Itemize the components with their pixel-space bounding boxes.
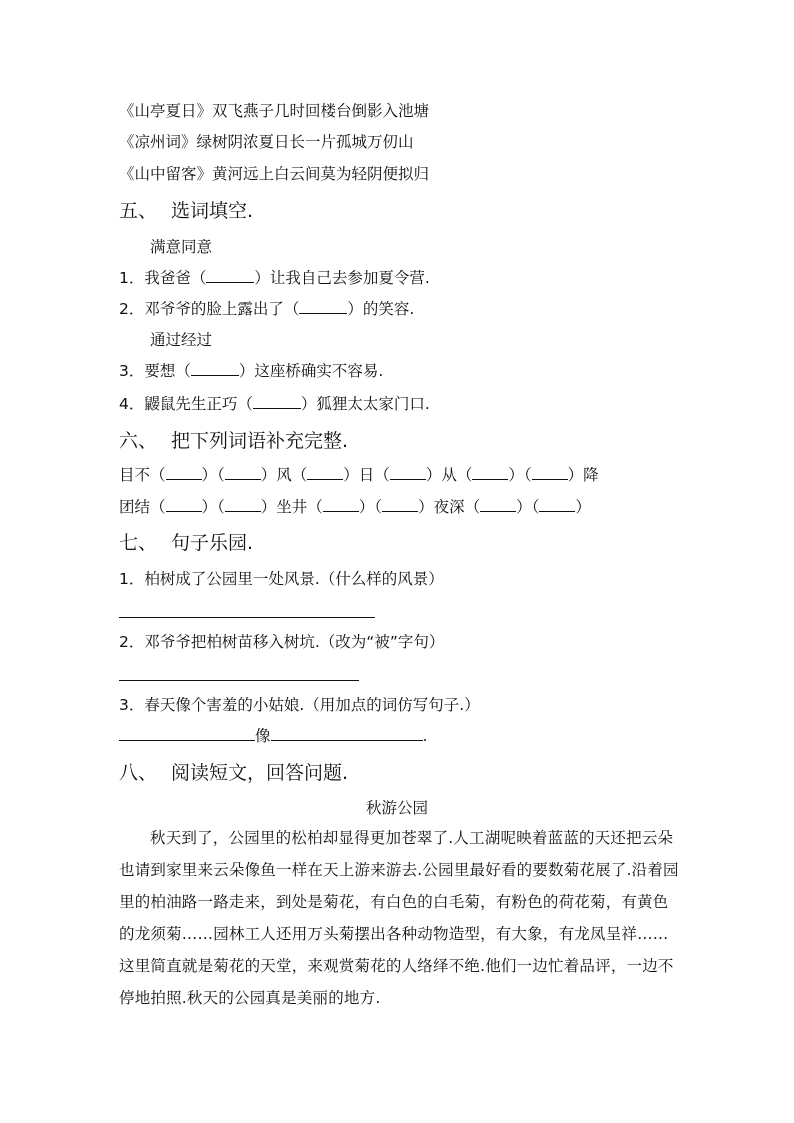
sentence-task-3: 3．春天像个害羞的小姑娘.（用加点的词仿写句子.） [119,696,480,714]
answer-blank[interactable] [299,299,347,314]
q3-prefix: 3．要想（ [119,362,191,380]
section-6-title: 把下列词语补充完整. [171,430,349,452]
idiom-text: 目不（ [119,466,166,484]
section-5-heading [119,198,253,224]
answer-blank[interactable] [382,497,418,512]
idiom-text: ）（ [201,498,225,516]
section-7-number: 七、 [119,532,158,554]
idiom-text: ）日（ [343,466,390,484]
answer-blank[interactable] [253,394,301,409]
idiom-text: ）（ [358,498,383,516]
idiom-text: ）降 [567,466,599,484]
idiom-text: ） [575,498,591,516]
answer-blank[interactable] [323,497,359,512]
answer-blank[interactable] [532,465,568,480]
idiom-text: ）（ [508,466,532,484]
answer-blank[interactable] [225,497,261,512]
q4-suffix: ）狐狸太太家门口. [300,395,430,413]
question-5-2 [119,299,414,319]
answer-blank[interactable] [472,465,508,480]
q4-prefix: 4．鼹鼠先生正巧（ [119,395,253,413]
answer-blank[interactable] [390,465,426,480]
answer-line-1[interactable] [119,617,375,618]
answer-blank[interactable] [206,268,254,283]
question-5-1 [119,268,430,288]
answer-line-2[interactable] [119,680,359,681]
answer-blank[interactable] [271,726,423,741]
idiom-row-2 [119,497,591,517]
q3-suffix: ）这座桥确实不容易. [238,362,384,380]
answer-blank[interactable] [166,497,202,512]
section-8-number: 八、 [119,762,158,784]
q2-prefix: 2．邓爷爷的脸上露出了（ [119,300,300,318]
idiom-row-1 [119,465,599,485]
section-8-heading [119,760,348,786]
idiom-text: ）（ [201,466,225,484]
answer-blank[interactable] [166,465,202,480]
imitation-word: 像 [255,727,271,745]
reading-passage: 秋天到了，公园里的松柏却显得更加苍翠了.人工湖呢映着蓝蓝的天还把云朵也请到家里来云朵像鱼一样在天上游来游去.公园里最好看的要数菊花展了.沿着园里的柏油路一路走来，到处是菊花，有白色的白毛菊，有粉色的荷花菊，有黄色的龙须菊……园林工人还用万头菊摆出各种动物造型，有大象，有龙凤呈祥……这里简直就是菊花的天堂，来观赏菊花的人络绎不绝.他们一边忙着品评，一边不停地拍照.秋天的公园真是美丽的地方. [119,829,679,1007]
q1-prefix: 1．我爸爸（ [119,269,207,287]
sentence-task-2: 2．邓爷爷把柏树苗移入树坑.（改为“被”字句） [119,633,445,651]
q1-suffix: ）让我自己去参加夏令营. [254,269,430,287]
idiom-text: ）风（ [260,466,308,484]
sentence-task-1: 1．柏树成了公园里一处风景.（什么样的风景） [119,570,444,588]
section-6-heading [119,428,348,454]
poem-line-2: 《凉州词》绿树阴浓夏日长一片孤城万仞山 [119,133,414,151]
question-5-3 [119,361,383,381]
idiom-text: 团结（ [119,498,166,516]
answer-blank[interactable] [480,497,516,512]
idiom-text: ）（ [516,498,540,516]
passage-title: 秋游公园 [365,799,428,817]
answer-blank[interactable] [539,497,575,512]
section-6-number: 六、 [119,430,158,452]
answer-blank[interactable] [119,726,255,741]
poem-line-3: 《山中留客》黄河远上白云间莫为轻阴便拟归 [119,165,430,183]
poem-line-1: 《山亭夏日》双飞燕子几时回楼台倒影入池塘 [119,102,430,120]
answer-blank[interactable] [225,465,261,480]
answer-blank[interactable] [307,465,343,480]
idiom-text: ）坐井（ [260,498,323,516]
section-5-number: 五、 [119,200,158,222]
answer-blank[interactable] [191,361,239,376]
section-7-heading [119,530,253,556]
section-8-title: 阅读短文，回答问题. [171,762,349,784]
idiom-text: ）从（ [425,466,473,484]
question-5-4 [119,394,430,414]
section-7-title: 句子乐园. [171,532,254,554]
word-options-1: 满意同意 [150,238,213,256]
word-options-2: 通过经过 [150,331,213,349]
sentence-end: . [422,727,428,745]
section-5-title: 选词填空. [171,200,254,222]
q2-suffix: ）的笑容. [347,300,415,318]
imitation-sentence-row [119,726,427,746]
idiom-text: ）夜深（ [418,498,481,516]
